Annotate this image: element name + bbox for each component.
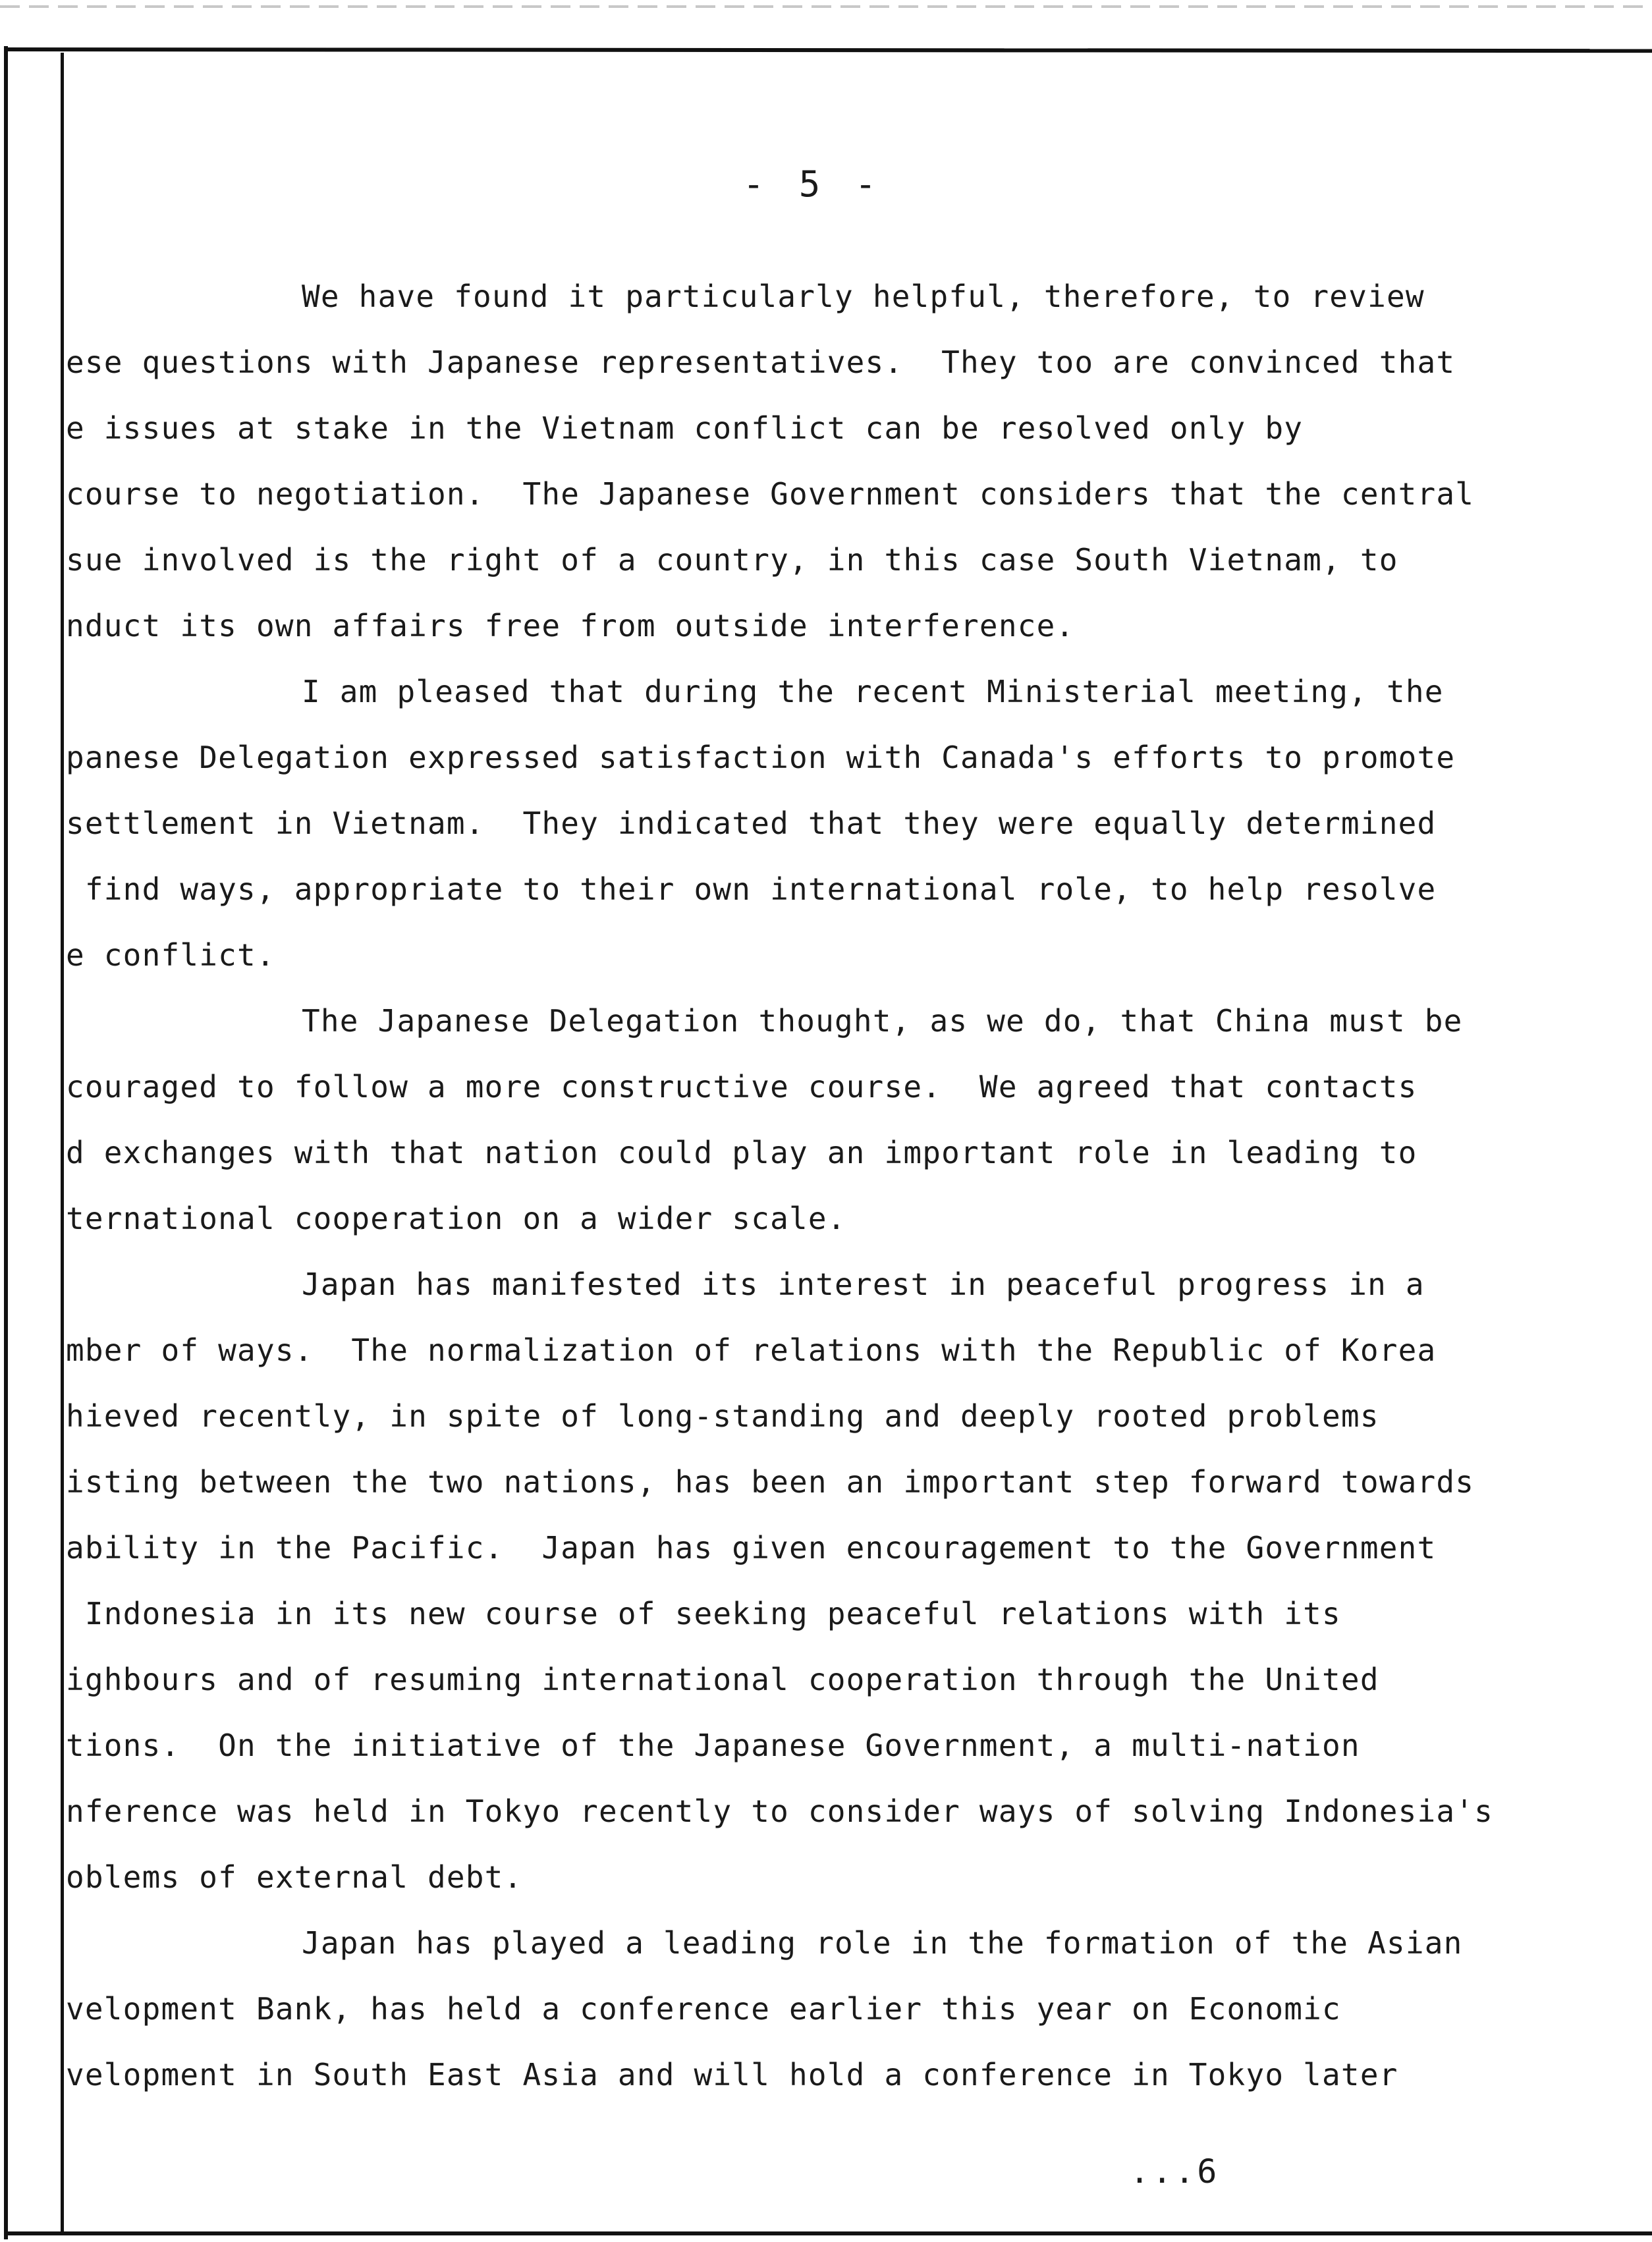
frame-inner-left-border [61, 53, 64, 2233]
text-line: velopment in South East Asia and will hold a conference in Tokyo later [66, 2057, 1398, 2092]
text-line: velopment Bank, has held a conference earlier this year on Economic [66, 1991, 1341, 2027]
text-line: ability in the Pacific. Japan has given encouragement to the Government [66, 1530, 1437, 1566]
frame-top-border [4, 47, 1652, 53]
page-number: - 5 - [742, 163, 883, 205]
text-line: find ways, appropriate to their own international role, to help resolve [66, 871, 1437, 907]
text-line: course to negotiation. The Japanese Government considers that the central [66, 476, 1475, 512]
text-line: ternational cooperation on a wider scale. [66, 1201, 846, 1236]
text-line: We have found it particularly helpful, therefore, to review [302, 279, 1425, 314]
frame-left-border [4, 46, 8, 2239]
text-line: nduct its own affairs free from outside interference. [66, 608, 1075, 643]
text-line: oblems of external debt. [66, 1859, 523, 1895]
text-line: tions. On the initiative of the Japanese Government, a multi-nation [66, 1728, 1360, 1763]
text-line: settlement in Vietnam. They indicated that they were equally determined [66, 806, 1437, 841]
body-text [66, 263, 1607, 2108]
text-line: The Japanese Delegation thought, as we do, that China must be [302, 1003, 1463, 1039]
text-line: hieved recently, in spite of long-standing and deeply rooted problems [66, 1398, 1379, 1434]
text-line: couraged to follow a more constructive course. We agreed that contacts [66, 1069, 1418, 1105]
text-line: sue involved is the right of a country, in this case South Vietnam, to [66, 542, 1398, 578]
continuation-marker: ...6 [1130, 2152, 1220, 2191]
frame-bottom-border [4, 2231, 1652, 2235]
text-line: nference was held in Tokyo recently to consider ways of solving Indonesia's [66, 1793, 1494, 1829]
text-line: ighbours and of resuming international cooperation through the United [66, 1662, 1379, 1697]
scan-top-rule [0, 5, 1652, 8]
text-line: Japan has manifested its interest in peaceful progress in a [302, 1267, 1425, 1302]
text-line: mber of ways. The normalization of relations with the Republic of Korea [66, 1332, 1437, 1368]
text-line: Indonesia in its new course of seeking peaceful relations with its [66, 1596, 1341, 1631]
text-line: isting between the two nations, has been an important step forward towards [66, 1464, 1475, 1500]
text-line: Japan has played a leading role in the formation of the Asian [302, 1925, 1463, 1961]
text-line: ese questions with Japanese representatives. They too are convinced that [66, 344, 1456, 380]
text-line: d exchanges with that nation could play an important role in leading to [66, 1135, 1418, 1170]
text-line: e issues at stake in the Vietnam conflict can be resolved only by [66, 410, 1304, 446]
text-line: panese Delegation expressed satisfaction with Canada's efforts to promote [66, 740, 1456, 775]
text-line: e conflict. [66, 937, 275, 973]
text-line: I am pleased that during the recent Ministerial meeting, the [302, 674, 1444, 709]
